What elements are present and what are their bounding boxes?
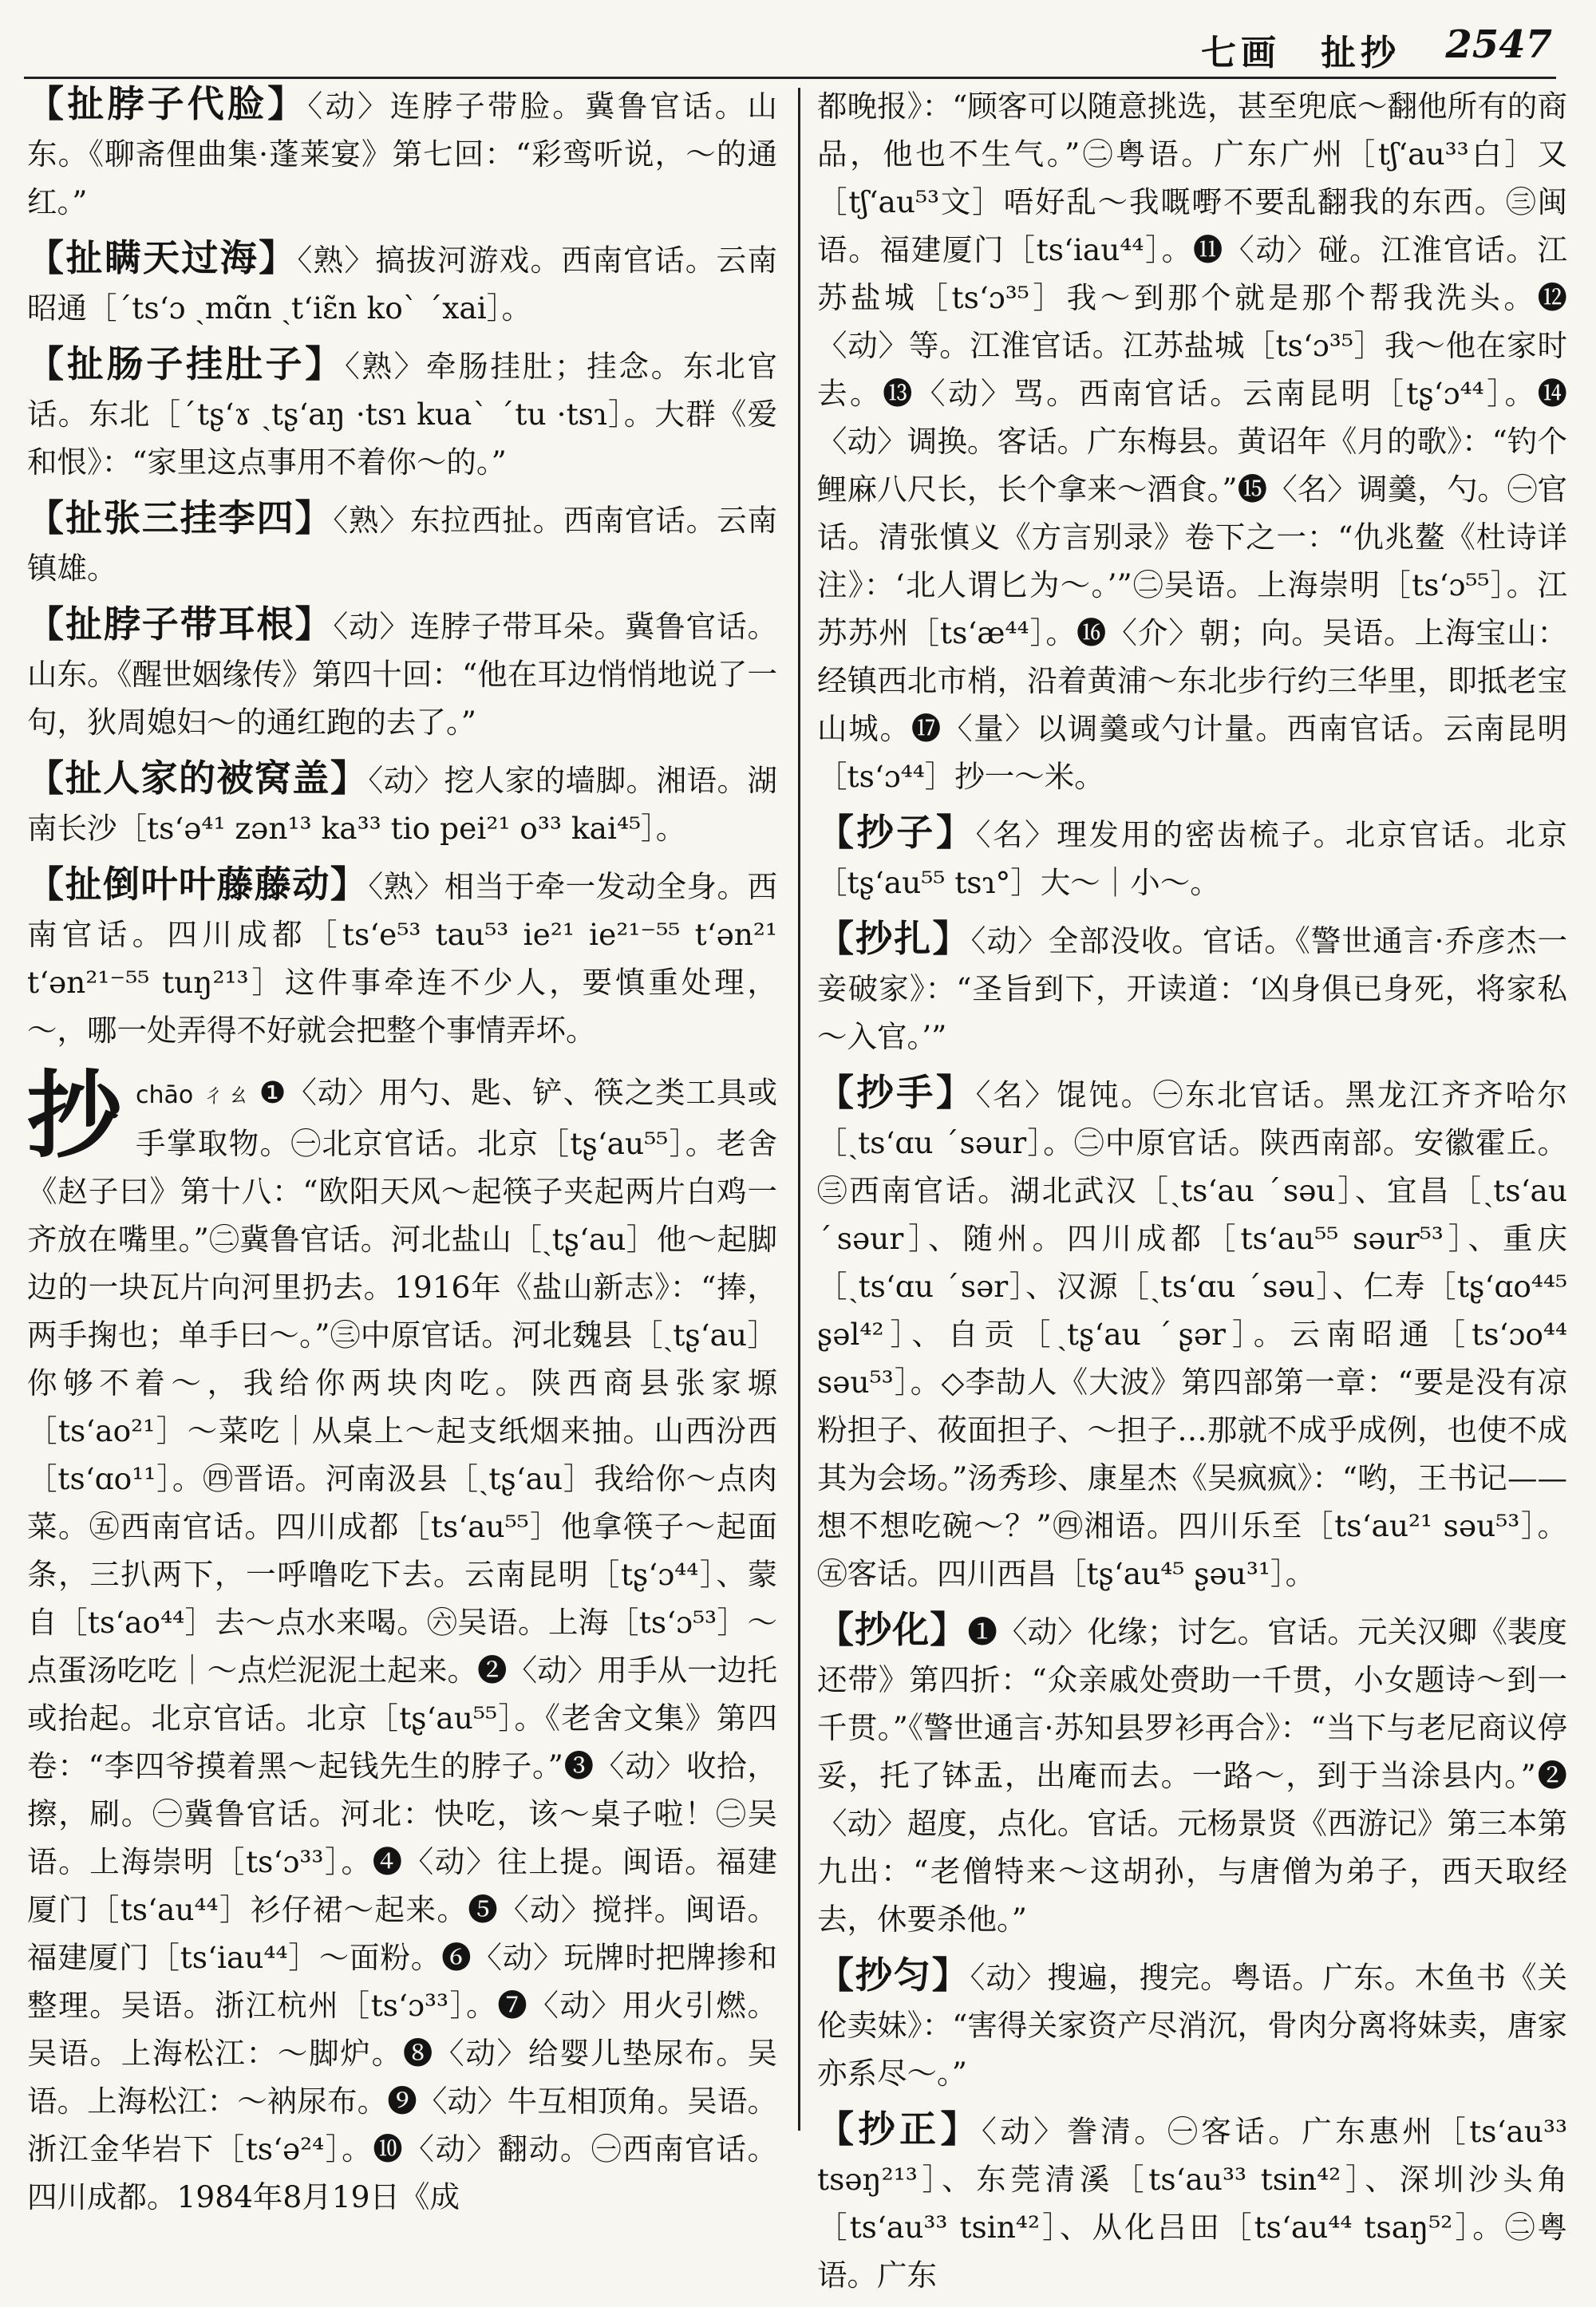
entry-definition: 〈名〉理发用的密齿梳子。北京官话。北京［tʂʻau⁵⁵ tsɿ°］大～｜小～。 bbox=[817, 817, 1568, 900]
section-title: 七画 扯抄 bbox=[1201, 33, 1400, 73]
left-column bbox=[27, 80, 777, 2224]
entry bbox=[27, 600, 777, 746]
entry bbox=[27, 340, 777, 486]
entry bbox=[27, 754, 777, 852]
entry-headword: 【扯脖子代脸】 bbox=[27, 82, 308, 125]
entry-definition: 都晚报》：“顾客可以随意挑选，甚至兜底～翻他所有的商品，他也不生气。”㊁粤语。广东广州［tʃʻau³³白］又［tʃʻau⁵³文］唔好乱～我嘅嘢不要乱翻我的东西。㊂闽语。福建厦门［tsʻiau⁴⁴］。⓫〈动〉碰。江淮官话。江苏盐城［tsʻɔ³⁵］我～到那个就是那个帮我洗头。⓬〈动〉等。江淮官话。江苏盐城［tsʻɔ³⁵］我～他在家时去。⓭〈动〉骂。西南官话。云南昆明［tʂʻɔ⁴⁴］。⓮〈动〉调换。客话。广东梅县。黄诏年《月的歌》：“钓个鲤麻八尺长，长个拿来～酒食。”⓯〈名〉调羹，勺。㊀官话。清张慎义《方言别录》卷下之一：“仇兆鳌《杜诗详注》：‘北人谓匕为～。’”㊁吴语。上海崇明［tsʻɔ⁵⁵］。江苏苏州［tsʻæ⁴⁴］。⓰〈介〉朝；向。吴语。上海宝山：经镇西北市梢，沿着黄浦～东北步行约三华里，即抵老宝山城。⓱〈量〉以调羹或勺计量。西南官话。云南昆明［tsʻɔ⁴⁴］抄一～米。 bbox=[817, 89, 1567, 794]
entry-headword: 【抄手】 bbox=[817, 1071, 976, 1114]
head-character: 抄 bbox=[27, 1061, 122, 1171]
page-header bbox=[0, 18, 1560, 73]
entry-definition: 〈动〉连脖子带耳朵。冀鲁官话。山东。《醒世姻缘传》第四十回：“他在耳边悄悄地说了一句，狄周媳妇～的通红跑的去了。” bbox=[27, 609, 778, 740]
entry-definition: 〈动〉全部没收。官话。《警世通言·乔彦杰一妾破家》：“圣旨到下，开读道：‘凶身俱已身死，将家私～入官。’” bbox=[817, 923, 1568, 1054]
entry bbox=[817, 1606, 1567, 1943]
entry-headword: 【扯肠子挂肚子】 bbox=[27, 342, 345, 385]
entry-definition: 〈名〉馄饨。㊀东北官话。黑龙江齐齐哈尔［ˏtsʻɑu ˊsəur］。㊁中原官话。陕西南部。安徽霍丘。㊂西南官话。湖北武汉［ˏtsʻau ˊsəu］、宜昌［ˏtsʻau ˊsəur］、随州。四川成都［tsʻau⁵⁵ səur⁵³］、重庆［ˏtsʻɑu ˊsər］、汉源［ˏtsʻɑu ˊsəu］、仁寿［tʂʻɑo⁴⁴⁵ ʂəl⁴²］、自贡［ˏtʂʻau ˊʂər］。云南昭通［tsʻɔo⁴⁴ səu⁵³］。◇李劼人《大波》第四部第一章：“要是没有凉粉担子、莜面担子、～担子…那就不成乎成例，也使不成其为会场。”汤秀珍、康星杰《吴疯疯》：“哟，王书记——想不想吃碗～？”㊃湘语。四川乐至［tsʻau²¹ səu⁵³］。㊄客话。四川西昌［tʂʻau⁴⁵ ʂəu³¹］。 bbox=[817, 1077, 1568, 1591]
page-number: 2547 bbox=[1445, 22, 1552, 67]
entry-definition: 〈熟〉东拉西扯。西南官话。云南镇雄。 bbox=[27, 503, 778, 586]
entry-definition: 〈动〉搜遍，搜完。粤语。广东。木鱼书《关伦卖妹》：“害得关家资产尽消沉，骨肉分离将妹卖，唐家亦系尽～。” bbox=[817, 1960, 1567, 2091]
entry bbox=[27, 80, 777, 226]
entry bbox=[817, 915, 1567, 1061]
entry bbox=[27, 494, 777, 592]
entry-headword: 【扯张三挂李四】 bbox=[27, 496, 334, 539]
entry-definition: 〈动〉誊清。㊀客话。广东惠州［tsʻau³³ tsəŋ²¹³］、东莞清溪［tsʻau³³ tsin⁴²］、深圳沙头角［tsʻau³³ tsin⁴²］、从化吕田［tsʻau⁴⁴ tsaŋ⁵²］。㊁粤语。广东 bbox=[817, 2114, 1568, 2293]
header-rule bbox=[24, 77, 1556, 79]
entry bbox=[27, 860, 777, 1054]
entry bbox=[817, 1069, 1567, 1598]
entry bbox=[817, 1951, 1567, 2097]
entry-headword: 【抄匀】 bbox=[817, 1953, 970, 1997]
entry-headword: 【抄化】 bbox=[817, 1608, 968, 1651]
head-character-entry bbox=[27, 1061, 777, 2221]
entry bbox=[817, 808, 1567, 907]
entry-headword: 【扯瞒天过海】 bbox=[27, 236, 298, 279]
entry-headword: 【扯人家的被窝盖】 bbox=[27, 756, 369, 800]
entry-definition: 〈动〉连脖子带脸。冀鲁官话。山东。《聊斋俚曲集·蓬莱宴》第七回：“彩鸾听说，～的通红。” bbox=[27, 89, 778, 219]
head-character-definition: ❶〈动〉用勺、匙、铲、筷之类工具或手掌取物。㊀北京官话。北京［tʂʻau⁵⁵］。老舍《赵子曰》第十八：“欧阳天风～起筷子夹起两片白鸡一齐放在嘴里。”㊁冀鲁官话。河北盐山［ˏtʂʻau］他～起脚边的一块瓦片向河里扔去。1916年《盐山新志》：“捧，两手掬也；单手曰～。”㊂中原官话。河北魏县［ˏtʂʻau］你够不着～，我给你两块肉吃。陕西商县张家塬［tsʻao²¹］～菜吃｜从桌上～起支纸烟来抽。山西汾西［tsʻɑo¹¹］。㊃晋语。河南汲县［ˏtʂʻau］我给你～点肉菜。㊄西南官话。四川成都［tsʻau⁵⁵］他拿筷子～起面条，三扒两下，一呼噜吃下去。云南昆明［tʂʻɔ⁴⁴］、蒙自［tsʻao⁴⁴］去～点水来喝。㊅吴语。上海［tsʻɔ⁵³］～点蛋汤吃吃｜～点烂泥泥土起来。❷〈动〉用手从一边托或抬起。北京官话。北京［tʂʻau⁵⁵］。《老舍文集》第四卷：“李四爷摸着黑～起钱先生的脖子。”❸〈动〉收拾，擦，刷。㊀冀鲁官话。河北：快吃，该～桌子啦！㊁吴语。上海崇明［tsʻɔ³³］。❹〈动〉往上提。闽语。福建厦门［tsʻau⁴⁴］衫仔裙～起来。❺〈动〉搅拌。闽语。福建厦门［tsʻiau⁴⁴］～面粉。❻〈动〉玩牌时把牌掺和整理。吴语。浙江杭州［tsʻɔ³³］。❼〈动〉用火引燃。吴语。上海松江：～脚炉。❽〈动〉给婴儿垫尿布。吴语。上海松江：～衲尿布。❾〈动〉牛互相顶角。吴语。浙江金华岩下［tsʻə²⁴］。❿〈动〉翻动。㊀西南官话。四川成都。1984年8月19日《成 bbox=[27, 1075, 777, 2214]
entry-definition: 〈动〉挖人家的墙脚。湘语。湖南长沙［tsʻə⁴¹ zən¹³ ka³³ tio pei²¹ o³³ kai⁴⁵］。 bbox=[27, 763, 778, 846]
entry-headword: 【抄子】 bbox=[817, 811, 976, 854]
entry bbox=[817, 2105, 1567, 2299]
entry-headword: 【抄正】 bbox=[817, 2108, 982, 2151]
entry-definition: 〈熟〉相当于牵一发动全身。西南官话。四川成都［tsʻe⁵³ tau⁵³ ie²¹ ie²¹⁻⁵⁵ tʻən²¹ tʻən²¹⁻⁵⁵ tuŋ²¹³］这件事牵连不少人，要慎重处理，～，哪一处弄得不好就会把整个事情弄坏。 bbox=[27, 869, 778, 1048]
pinyin: chāo ㄔㄠ bbox=[136, 1081, 251, 1109]
entry-headword: 【扯倒叶叶藤藤动】 bbox=[27, 863, 369, 906]
entry-definition: 〈熟〉牵肠挂肚；挂念。东北官话。东北［ˊtʂʻɤ ˏtʂʻaŋ ·tsɿ kuaˋ ˊtu ·tsɿ］。大群《爱和恨》：“家里这点事用不着你～的。” bbox=[27, 349, 777, 480]
entry-headword: 【扯脖子带耳根】 bbox=[27, 602, 334, 646]
entry-definition: ❶〈动〉化缘；讨乞。官话。元关汉卿《裴度还带》第四折：“众亲戚处赍助一千贯，小女题诗～到一千贯。”《警世通言·苏知县罗衫再合》：“当下与老尼商议停妥，托了钵盂，出庵而去。一路～，到于当涂县内。”❷〈动〉超度，点化。官话。元杨景贤《西游记》第三本第九出：“老僧特来～这胡孙，与唐僧为弟子，西天取经去，休要杀他。” bbox=[817, 1614, 1568, 1937]
right-column bbox=[817, 80, 1567, 2307]
entry bbox=[27, 234, 777, 332]
column-divider bbox=[798, 88, 800, 2131]
entry-headword: 【抄扎】 bbox=[817, 917, 971, 960]
entry-definition: 〈熟〉搞拔河游戏。西南官话。云南昭通［ˊtsʻɔ ˏmɑ̃n ˏtʻiɛ̃n koˋ ˊxai］。 bbox=[27, 243, 778, 326]
entry-continuation bbox=[817, 80, 1567, 800]
